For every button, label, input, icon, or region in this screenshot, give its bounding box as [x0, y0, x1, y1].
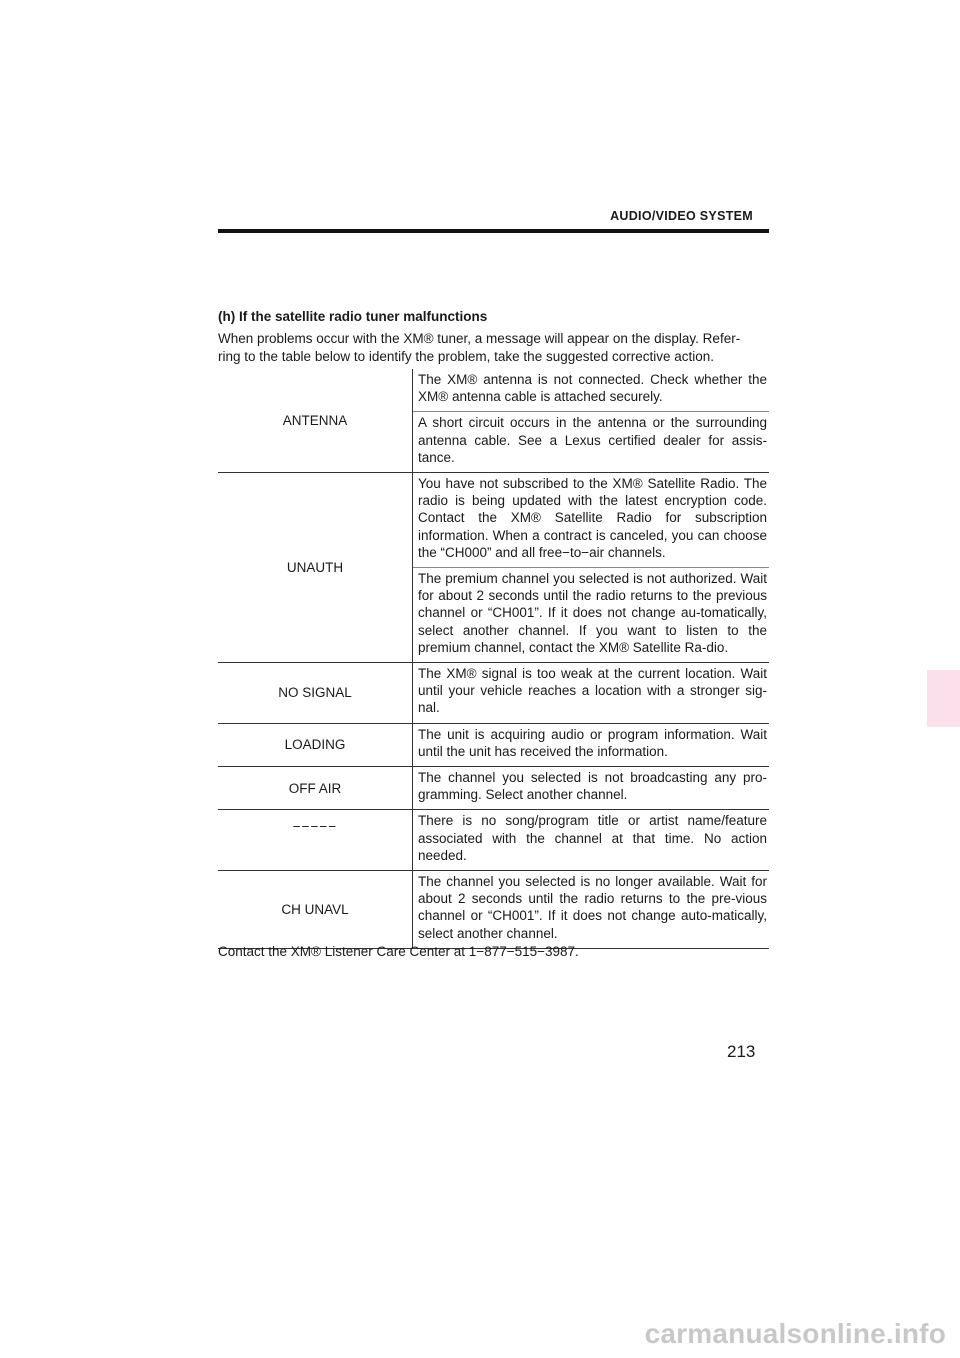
message-code: OFF AIR	[218, 767, 413, 810]
table-row	[218, 723, 769, 766]
message-description: The premium channel you selected is not authorized. Wait for about 2 seconds until the radio returns to the previous channel or “CH001”. If it does not change au-tomatically, select another channel. If you want to listen to the premium channel, contact the XM® Satellite Ra-dio.	[413, 568, 770, 663]
intro-line: ring to the table below to identify the problem, take the suggested corrective action.	[218, 349, 715, 364]
message-code: UNAUTH	[218, 473, 413, 663]
message-code: NO SIGNAL	[218, 663, 413, 724]
message-description: You have not subscribed to the XM® Satellite Radio. The radio is being updated with the latest encryption code. Contact the XM® Satellite Radio for subscription information. When a contract is canceled, you can choose the “CH000” and all free−to−air channels.	[413, 473, 770, 568]
message-code: ANTENNA	[218, 369, 413, 473]
table-row	[218, 473, 769, 568]
message-code: −−−−−	[218, 810, 413, 871]
message-description: The channel you selected is no longer available. Wait for about 2 seconds until the radio returns to the pre-vious channel or “CH001”. If it does not change auto-matically, select another channel.	[413, 871, 770, 949]
table-row	[218, 767, 769, 810]
contact-note: Contact the XM® Listener Care Center at 1−877−515−3987.	[218, 944, 579, 959]
section-heading: (h) If the satellite radio tuner malfunctions	[218, 309, 488, 324]
table-row	[218, 810, 769, 871]
intro-line: When problems occur with the XM® tuner, a message will appear on the display. Refer-	[218, 331, 741, 346]
section-thumb-tab	[927, 670, 960, 727]
table-row	[218, 871, 769, 949]
watermark: carmanualsonline.info	[644, 1318, 946, 1349]
table-row	[218, 369, 769, 412]
message-code: CH UNAVL	[218, 871, 413, 949]
message-table	[218, 369, 769, 949]
intro-paragraph	[218, 330, 769, 366]
running-header: AUDIO/VIDEO SYSTEM	[610, 209, 753, 223]
table-row	[218, 663, 769, 724]
message-description: The channel you selected is not broadcasting any pro-gramming. Select another channel.	[413, 767, 770, 810]
message-description: The unit is acquiring audio or program information. Wait until the unit has received the information.	[413, 723, 770, 766]
message-description: There is no song/program title or artist name/feature associated with the channel at that time. No action needed.	[413, 810, 770, 871]
message-description: The XM® signal is too weak at the current location. Wait until your vehicle reaches a location with a stronger sig-nal.	[413, 663, 770, 724]
message-description: A short circuit occurs in the antenna or the surrounding antenna cable. See a Lexus certified dealer for assis-tance.	[413, 412, 770, 473]
message-description: The XM® antenna is not connected. Check whether the XM® antenna cable is attached securely.	[413, 369, 770, 412]
header-rule	[218, 229, 769, 233]
message-code: LOADING	[218, 723, 413, 766]
page-number: 213	[727, 1042, 756, 1061]
